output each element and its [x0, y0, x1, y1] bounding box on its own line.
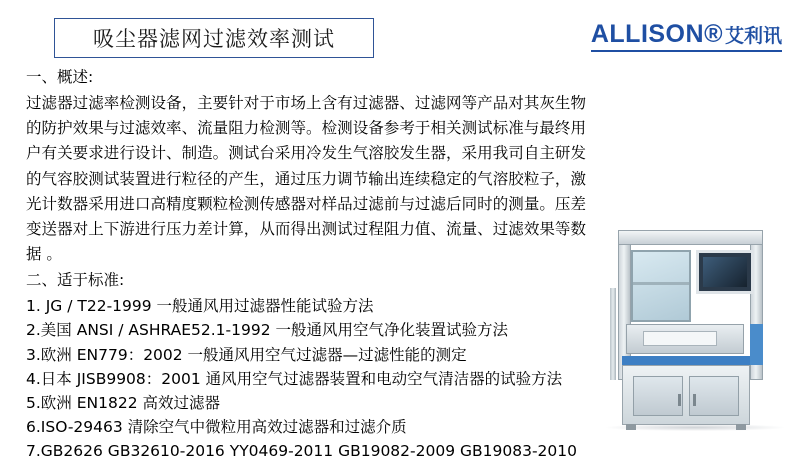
standards-list	[26, 294, 586, 463]
logo-brand-cn: 艾利讯	[724, 25, 782, 47]
machine-monitor-screen	[703, 257, 747, 287]
overview-paragraph: 过滤器过滤率检测设备，主要针对于市场上含有过滤器、过滤网等产品对其灰生物的防护效果与过滤效率、流量阻力检测等。检测设备参考于相关测试标准与最终用户有关要求进行设计、制造。测试台采用冷发生气溶胶发生器，采用我司自主研发的气容胶测试装置进行粒径的产生，通过压力调节输出连续稳定的气溶胶粒子，激光计数器采用进口高精度颗粒检测传感器对样品过滤前与过滤后同时的测量。压差变送器对上下游进行压力差计算，从而得出测试过程阻力值、流量、过滤效果等数据 。	[26, 94, 586, 263]
company-logo	[591, 22, 782, 52]
list-item: 4.日本 JISB9908：2001 通风用空气过滤器装置和电动空气清洁器的试验方法	[26, 369, 563, 388]
machine-door-handle	[678, 394, 681, 406]
machine-cabinet	[622, 365, 750, 425]
machine-blue-strip	[622, 356, 750, 365]
page-title: 吸尘器滤网过滤效率测试	[93, 27, 335, 51]
registered-mark-icon: ®	[704, 20, 723, 48]
list-item: 7.GB2626 GB32610-2016 YY0469-2011 GB19082-2009 GB19083-2010	[26, 442, 577, 461]
machine-foot	[736, 424, 746, 430]
machine-cabinet-door-right	[689, 376, 739, 416]
machine-side-accent	[750, 324, 763, 365]
machine-test-chamber	[626, 324, 744, 354]
machine-door-handle	[693, 394, 696, 406]
list-item: 6.ISO-29463 清除空气中微粒用高效过滤器和过滤介质	[26, 418, 407, 437]
machine-sample-tray	[643, 331, 717, 346]
body-content	[26, 66, 586, 463]
machine-support-pole	[610, 288, 616, 380]
list-item: 2.美国 ANSI / ASHRAE52.1-1992 一般通风用空气净化装置试验方法	[26, 321, 509, 340]
machine-cabinet-door-left	[633, 376, 683, 416]
list-item: 1. JG / T22-1999 一般通风用过滤器性能试验方法	[26, 297, 374, 316]
machine-window-divider	[633, 282, 689, 285]
test-machine-illustration	[600, 228, 790, 434]
logo-brand-en: ALLISON	[590, 20, 705, 48]
machine-top-beam	[618, 230, 763, 245]
logo-underline	[591, 50, 782, 52]
machine-monitor	[696, 250, 754, 294]
list-item: 3.欧洲 EN779：2002 一般通风用空气过滤器—过滤性能的测定	[26, 345, 467, 364]
machine-view-window	[631, 250, 691, 322]
machine-foot	[626, 424, 636, 430]
page-title-box	[54, 18, 374, 58]
list-item: 5.欧洲 EN1822 高效过滤器	[26, 393, 220, 412]
standards-heading: 二、适于标准:	[26, 271, 125, 290]
overview-heading: 一、概述:	[26, 68, 94, 86]
